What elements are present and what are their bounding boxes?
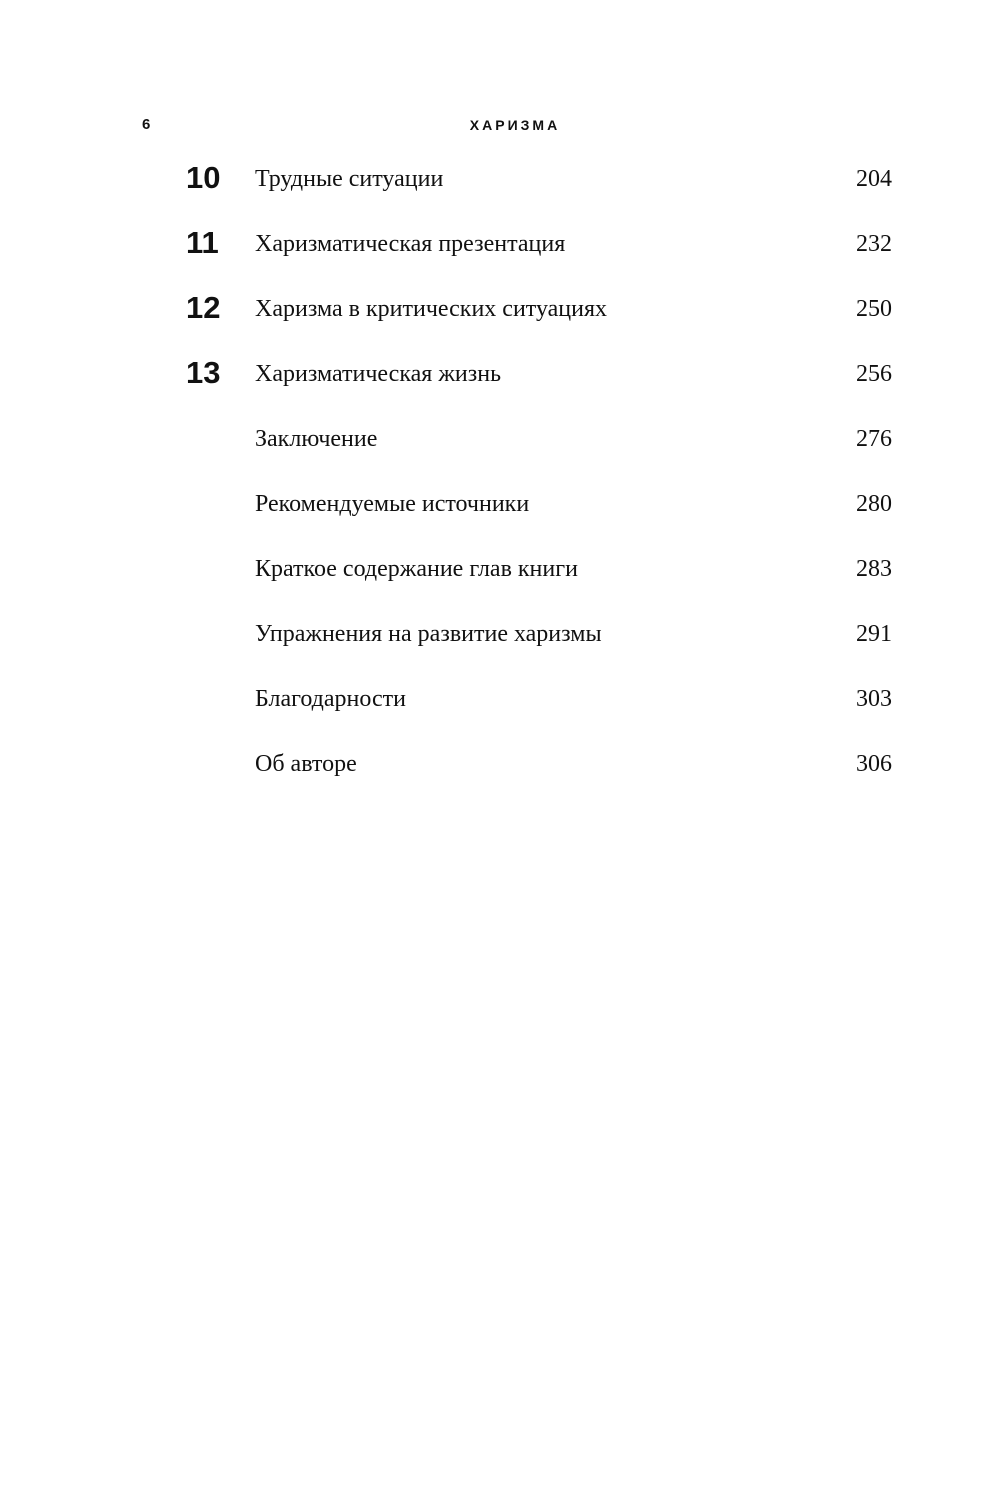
chapter-number: 10: [186, 160, 221, 195]
chapter-number: 13: [186, 355, 221, 390]
entry-title: Трудные ситуации: [255, 166, 444, 192]
toc-entry: [0, 680, 1000, 720]
entry-page: 291: [856, 621, 892, 647]
entry-title: Харизматическая презентация: [255, 231, 566, 257]
toc-entry: [0, 290, 1000, 330]
entry-page: 283: [856, 556, 892, 582]
toc-entry: [0, 485, 1000, 525]
entry-page: 303: [856, 686, 892, 712]
entry-title: Харизматическая жизнь: [255, 361, 502, 387]
toc-entry: [0, 160, 1000, 200]
entry-title: Рекомендуемые источники: [255, 491, 530, 517]
chapter-number: 11: [186, 225, 219, 260]
running-head: ХАРИЗМА: [469, 117, 561, 133]
entry-title: Упражнения на развитие харизмы: [255, 621, 602, 647]
toc-entry: [0, 355, 1000, 395]
entry-page: 280: [856, 491, 892, 517]
entry-title: Об авторе: [255, 751, 357, 777]
entry-title: Заключение: [255, 426, 378, 452]
page-number: 6: [142, 116, 151, 133]
toc-entry: [0, 420, 1000, 460]
toc-entry: [0, 550, 1000, 590]
chapter-number: 12: [186, 290, 221, 325]
toc-entry: [0, 615, 1000, 655]
entry-title: Благодарности: [255, 686, 406, 712]
entry-page: 232: [856, 231, 892, 257]
toc-entry: [0, 745, 1000, 785]
entry-page: 204: [856, 166, 892, 192]
entry-title: Краткое содержание глав книги: [255, 556, 578, 582]
entry-page: 306: [856, 751, 892, 777]
entry-page: 276: [856, 426, 892, 452]
entry-title: Харизма в критических ситуациях: [255, 296, 608, 322]
entry-page: 256: [856, 361, 892, 387]
toc-entry: [0, 225, 1000, 265]
entry-page: 250: [856, 296, 892, 322]
